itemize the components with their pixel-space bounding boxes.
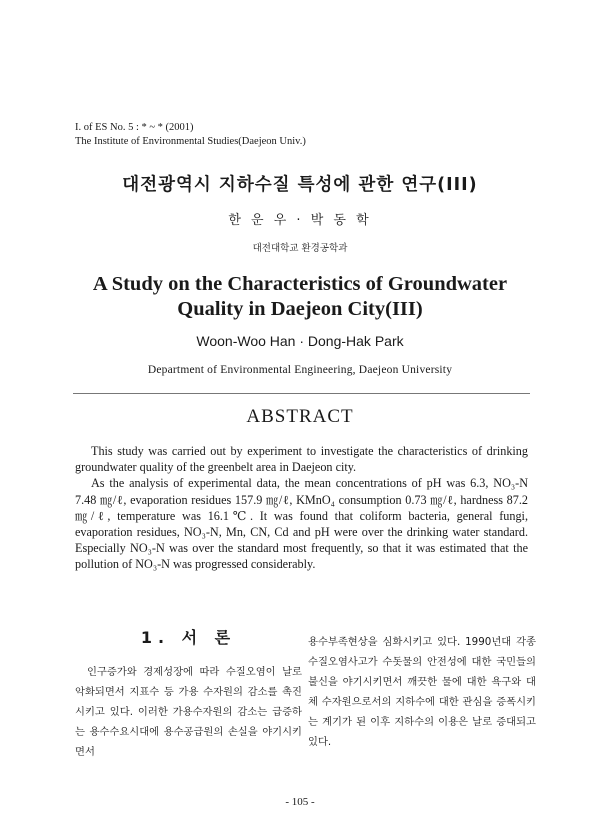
journal-volume-line: I. of ES No. 5 : * ~ * (2001) (75, 122, 194, 133)
english-title (0, 272, 600, 322)
english-title-line2: Quality in Daejeon City(III) (177, 298, 423, 320)
section-heading-introduction: 1. 서 론 (140, 628, 237, 647)
abstract-heading: ABSTRACT (246, 406, 354, 427)
divider-rule (73, 393, 530, 394)
intro-paragraph-right: 용수부족현상을 심화시키고 있다. 1990년대 각종 수질오염사고가 수돗물의 안전성에 대한 국민들의 불신을 야기시키면서 깨끗한 물에 대한 욕구와 대체 수자원으로서의 지하수에 대한 관심을 증폭시키는 계기가 된 이후 지하수의 이용은 날로 증대되고 있다. (308, 636, 536, 748)
english-affiliation: Department of Environmental Engineering, Daejeon University (147, 364, 453, 376)
english-title-line1: A Study on the Characteristics of Groundwater (92, 273, 508, 295)
english-authors: Woon-Woo Han · Dong-Hak Park (196, 333, 404, 349)
journal-header (75, 121, 306, 149)
page-number: - 105 - (285, 796, 315, 808)
korean-affiliation: 대전대학교 환경공학과 (252, 243, 348, 254)
abstract-body (75, 443, 528, 573)
korean-authors: 한 운 우 · 박 동 학 (228, 213, 372, 228)
korean-title: 대전광역시 지하수질 특성에 관한 연구(III) (122, 175, 478, 195)
left-column (75, 625, 302, 762)
abstract-paragraph-1: This study was carried out by experiment to investigate the characteristics of drinking groundwater quality of the greenbelt area in Daejeon city. (75, 444, 528, 475)
journal-institute-line: The Institute of Environmental Studies(Daejeon Univ.) (75, 136, 306, 147)
abstract-paragraph-2: As the analysis of experimental data, the mean concentrations of pH was 6.3, NO₃-N 7.48 ㎎/ℓ, evaporation residues 157.9 ㎎/ℓ, KMnO₄ consumption 0.73 ㎎/ℓ, hardness 87.2㎎/ℓ, temperature was 16.1℃. It was found that coliform bacteria, general fungi, evaporation residues, NO₃-N, Mn, CN, Cd and pH were over the drinking water standard. Especially NO₃-N was over the standard most frequently, so that it was estimated that the pollution of NO₃-N was progressed considerably. (75, 476, 528, 572)
right-column (308, 632, 536, 752)
intro-paragraph-left: 인구증가와 경제성장에 따라 수질오염이 날로 악화되면서 지표수 등 가용 수자원의 감소를 촉진시키고 있다. 이러한 가용수자원의 감소는 급증하는 용수수요시대에 용수공급원의 손실을 야기시키면서 (75, 666, 302, 758)
